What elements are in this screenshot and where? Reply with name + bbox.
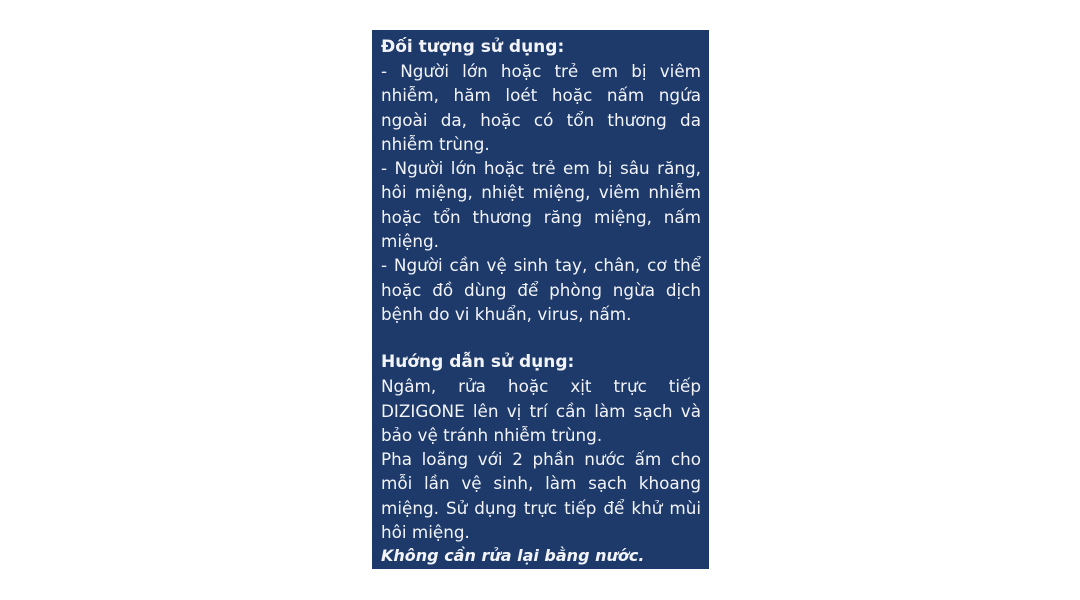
usage-target-item: - Người lớn hoặc trẻ em bị viêm nhiễm, hăm loét hoặc nấm ngứa ngoài da, hoặc có tổn thương da nhiễm trùng. xyxy=(381,61,701,154)
usage-target-item: - Người cần vệ sinh tay, chân, cơ thể hoặc đồ dùng để phòng ngừa dịch bệnh do vi khuẩn, virus, nấm. xyxy=(381,255,701,324)
instructions-note: Không cần rửa lại bằng nước. xyxy=(381,546,645,566)
instructions-paragraph: Pha loãng với 2 phần nước ấm cho mỗi lần vệ sinh, làm sạch khoang miệng. Sử dụng trực tiếp để khử mùi hôi miệng. xyxy=(381,449,701,543)
instructions-paragraph: Ngâm, rửa hoặc xịt trực tiếp DIZIGONE lên vị trí cần làm sạch và bảo vệ tránh nhiễm trùng. xyxy=(381,376,701,445)
usage-target-item: - Người lớn hoặc trẻ em bị sâu răng, hôi miệng, nhiệt miệng, viêm nhiễm hoặc tổn thương răng miệng, nấm miệng. xyxy=(381,158,701,252)
product-label-panel xyxy=(372,30,709,569)
section-spacer xyxy=(381,326,701,350)
instructions-heading: Hướng dẫn sử dụng: xyxy=(381,352,575,373)
usage-target-heading: Đối tượng sử dụng: xyxy=(381,37,565,57)
